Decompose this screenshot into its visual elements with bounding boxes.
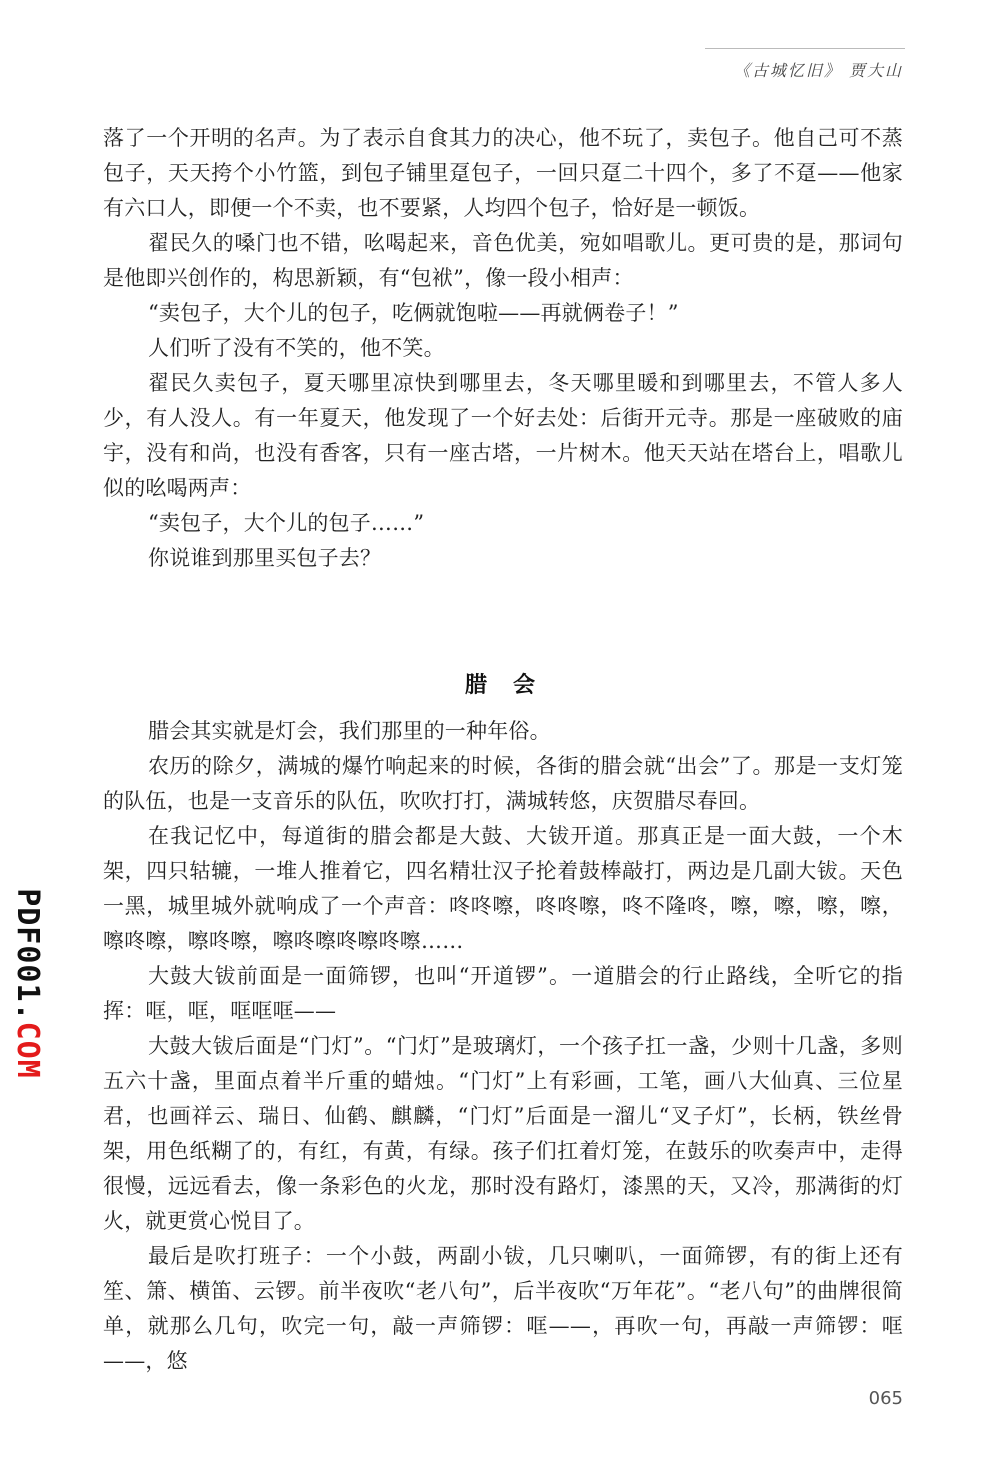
paragraph: 在我记忆中，每道街的腊会都是大鼓、大钹开道。那真正是一面大鼓，一个木架，四只轱辘，一堆人推着它，四名精壮汉子抡着鼓棒敲打，两边是几副大钹。天色一黑，城里城外就响成了一个声音：咚咚嚓，咚咚嚓，咚不隆咚，嚓，嚓，嚓，嚓，嚓咚嚓，嚓咚嚓，嚓咚嚓咚嚓咚嚓…… — [103, 824, 903, 953]
paragraph: 农历的除夕，满城的爆竹响起来的时候，各街的腊会就“出会”了。那是一支灯笼的队伍，也是一支音乐的队伍，吹吹打打，满城转悠，庆贺腊尽春回。 — [103, 754, 903, 813]
watermark — [6, 888, 48, 1078]
paragraph: 你说谁到那里买包子去？ — [148, 546, 382, 570]
paragraph: 落了一个开明的名声。为了表示自食其力的决心，他不玩了，卖包子。他自己可不蒸包子，天天挎个小竹篮，到包子铺里趸包子，一回只趸二十四个，多了不趸——他家有六口人，即便一个不卖，也不要紧，人均四个包子，恰好是一顿饭。 — [103, 126, 903, 220]
watermark-suffix: COM — [9, 1021, 45, 1079]
essay-la-hui — [103, 714, 903, 1379]
section-title: 腊会 — [464, 673, 561, 698]
watermark-text — [10, 888, 45, 1079]
paragraph: 翟民久卖包子，夏天哪里凉快到哪里去，冬天哪里暖和到哪里去，不管人多人少，有人没人。有一年夏天，他发现了一个好去处：后街开元寺。那是一座破败的庙宇，没有和尚，也没有香客，只有一座古塔，一片树木。他天天站在塔台上，唱歌儿似的吆喝两声： — [103, 371, 903, 500]
watermark-prefix: PDF001. — [9, 887, 45, 1022]
paragraph: 大鼓大钹前面是一面筛锣，也叫“开道锣”。一道腊会的行止路线，全听它的指挥：哐，哐，哐哐哐—— — [103, 964, 903, 1023]
paragraph: 人们听了没有不笑的，他不笑。 — [148, 336, 445, 360]
paragraph: 大鼓大钹后面是“门灯”。“门灯”是玻璃灯，一个孩子扛一盏，少则十几盏，多则五六十盏，里面点着半斤重的蜡烛。“门灯”上有彩画，工笔，画八大仙真、三位星君，也画祥云、瑞日、仙鹤、麒麟，“门灯”后面是一溜儿“叉子灯”，长柄，铁丝骨架，用色纸糊了的，有红，有黄，有绿。孩子们扛着灯笼，在鼓乐的吹奏声中，走得很慢，远远看去，像一条彩色的火龙，那时没有路灯，漆黑的天，又冷，那满街的灯火，就更赏心悦目了。 — [103, 1034, 903, 1233]
page-number: 065 — [868, 1388, 903, 1409]
paragraph: 最后是吹打班子：一个小鼓，两副小钹，几只喇叭，一面筛锣，有的街上还有笙、箫、横笛、云锣。前半夜吹“老八句”，后半夜吹“万年花”。“老八句”的曲牌很简单，就那么几句，吹完一句，敲一声筛锣：哐——，再吹一句，再敲一声筛锣：哐——，悠 — [103, 1244, 903, 1373]
paragraph: 翟民久的嗓门也不错，吆喝起来，音色优美，宛如唱歌儿。更可贵的是，那词句是他即兴创作的，构思新颖，有“包袱”，像一段小相声： — [103, 231, 903, 290]
running-header: 《古城忆旧》 贾大山 — [733, 61, 903, 80]
paragraph: 腊会其实就是灯会，我们那里的一种年俗。 — [148, 719, 551, 743]
paragraph: “卖包子，大个儿的包子……” — [148, 511, 425, 535]
paragraph: “卖包子，大个儿的包子，吃俩就饱啦——再就俩卷子！” — [148, 301, 679, 325]
header-rule — [705, 48, 905, 49]
essay-continuation — [103, 121, 903, 576]
